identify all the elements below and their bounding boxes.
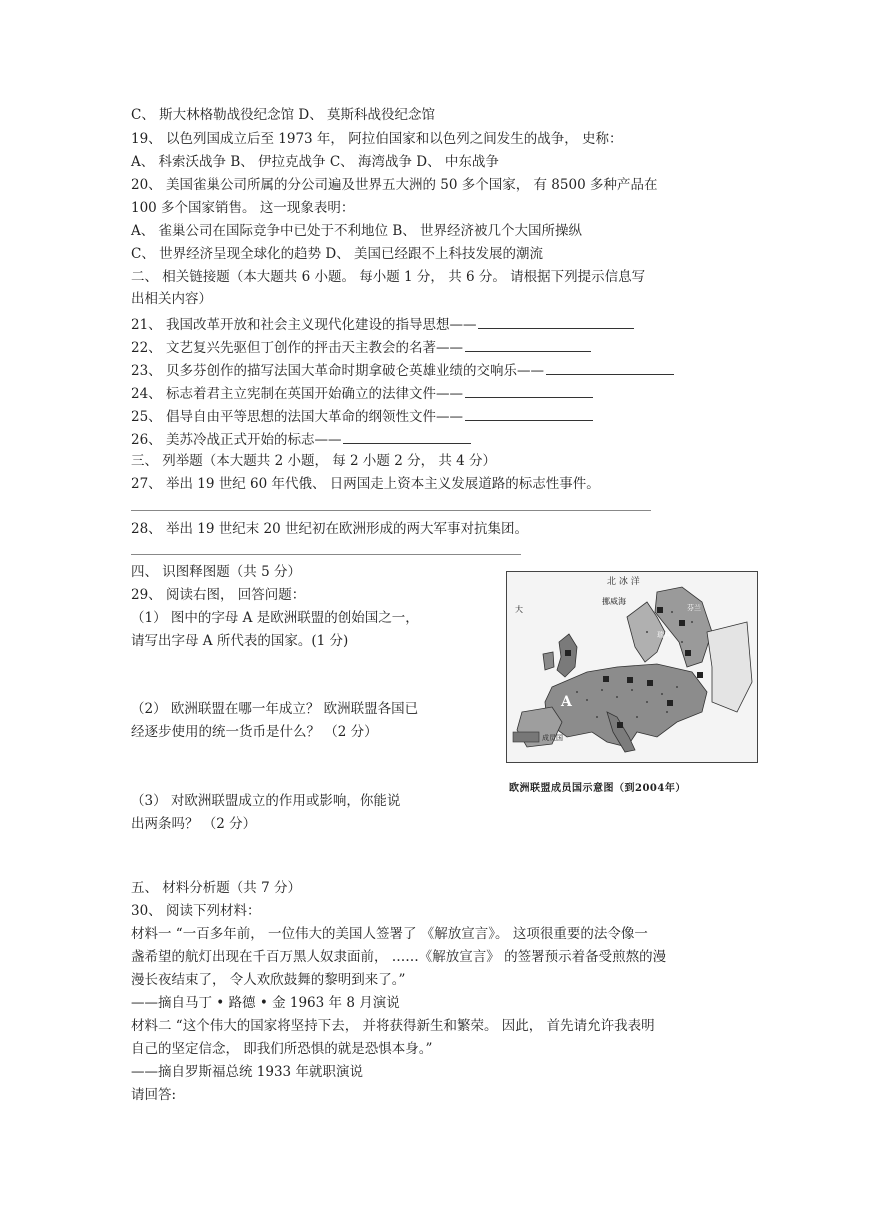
option-line: C、 斯大林格勒战役纪念馆 D、 莫斯科战役纪念馆 [131, 107, 436, 123]
map-label-sweden: 瑞典 [657, 631, 671, 639]
material-2-source: ——摘自罗斯福总统 1933 年就职演说 [131, 1064, 363, 1080]
eu-map-svg [507, 572, 757, 762]
eu-map-figure [506, 571, 758, 763]
question-30: 30、 阅读下列材料： [131, 903, 261, 919]
answer-blank-25[interactable] [465, 406, 593, 421]
section-3-heading: 三、 列举题（本大题共 2 小题， 每 2 小题 2 分， 共 4 分） [131, 453, 497, 469]
material-1-source: ——摘自马丁 • 路德 • 金 1963 年 8 月演说 [131, 995, 400, 1011]
question-29-1-cont: 请写出字母 A 所代表的国家。(1 分) [131, 633, 349, 649]
map-label-arctic: 北 冰 洋 [607, 577, 640, 587]
question-25-text: 25、 倡导自由平等思想的法国大革命的纲领性文件—— [131, 409, 463, 425]
options-19: A、 科索沃战争 B、 伊拉克战争 C、 海湾战争 D、 中东战争 [131, 154, 499, 170]
map-label-finland: 芬兰 [687, 604, 701, 612]
question-26-text: 26、 美苏冷战正式开始的标志—— [131, 432, 342, 448]
material-1: 材料一 “一百多年前， 一位伟大的美国人签署了 《解放宣言》。 这项很重要的法令像一 [131, 926, 648, 942]
question-24-text: 24、 标志着君主立宪制在英国开始确立的法律文件—— [131, 386, 463, 402]
question-28: 28、 举出 19 世纪末 20 世纪初在欧洲形成的两大军事对抗集团。 [131, 521, 528, 537]
answer-line-27[interactable] [131, 510, 651, 511]
question-29-3: （3） 对欧洲联盟成立的作用或影响，你能说 [131, 793, 401, 809]
section-5-heading: 五、 材料分析题（共 7 分） [131, 880, 301, 896]
question-20-cont: 100 多个国家销售。 这一现象表明： [131, 200, 355, 216]
question-21-text: 21、 我国改革开放和社会主义现代化建设的指导思想—— [131, 317, 477, 333]
question-21 [131, 314, 634, 334]
question-23-text: 23、 贝多芬创作的描写法国大革命时期拿破仑英雄业绩的交响乐—— [131, 363, 544, 379]
options-20-ab: A、 雀巢公司在国际竞争中已处于不利地位 B、 世界经济被几个大国所操纵 [131, 223, 583, 239]
material-2: 材料二 “这个伟大的国家将坚持下去， 并将获得新生和繁荣。 因此， 首先请允许我表明 [131, 1018, 655, 1034]
question-26 [131, 429, 471, 449]
section-2-heading: 二、 相关链接题（本大题共 6 小题。 每小题 1 分， 共 6 分。 请根据下列提示信息写 [131, 269, 646, 285]
answer-blank-21[interactable] [478, 314, 634, 329]
section-4-heading: 四、 识图释图题（共 5 分） [131, 564, 301, 580]
map-caption: 欧洲联盟成员国示意图（到2004年） [509, 783, 686, 794]
question-20: 20、 美国雀巢公司所属的分公司遍及世界五大洲的 50 多个国家， 有 8500 多种产品在 [131, 177, 658, 193]
question-29-3-cont: 出两条吗？ （2 分） [131, 816, 257, 832]
options-20-cd: C、 世界经济呈现全球化的趋势 D、 美国已经跟不上科技发展的潮流 [131, 246, 544, 262]
answer-blank-24[interactable] [465, 383, 593, 398]
question-22-text: 22、 文艺复兴先驱但丁创作的抨击天主教会的名著—— [131, 340, 463, 356]
question-29-2: （2） 欧洲联盟在哪一年成立？ 欧洲联盟各国已 [131, 701, 419, 717]
question-29: 29、 阅读右图， 回答问题： [131, 587, 306, 603]
question-29-1: （1） 图中的字母 A 是欧洲联盟的创始国之一， [131, 610, 419, 626]
map-label-norwegian-sea: 挪威海 [602, 597, 626, 606]
question-23 [131, 360, 674, 380]
section-2-heading-cont: 出相关内容） [131, 291, 212, 307]
material-2-cont: 自己的坚定信念， 即我们所恐惧的就是恐惧本身。” [131, 1041, 433, 1057]
map-label-atlantic: 大 [515, 605, 523, 614]
answer-blank-22[interactable] [465, 337, 591, 352]
map-legend-label: 成员国 [542, 734, 563, 742]
answer-blank-26[interactable] [343, 429, 471, 444]
question-22 [131, 337, 591, 357]
question-19: 19、 以色列国成立后至 1973 年， 阿拉伯国家和以色列之间发生的战争， 史称： [131, 131, 623, 147]
question-29-2-cont: 经逐步使用的统一货币是什么？ （2 分） [131, 724, 378, 740]
question-27: 27、 举出 19 世纪 60 年代俄、 日两国走上资本主义发展道路的标志性事件。 [131, 476, 600, 492]
answer-blank-23[interactable] [546, 360, 674, 375]
answer-line-28[interactable] [131, 554, 521, 555]
question-24 [131, 383, 593, 403]
question-25 [131, 406, 593, 426]
answer-prompt: 请回答: [131, 1087, 177, 1103]
material-1-cont2: 漫长夜结束了， 令人欢欣鼓舞的黎明到来了。” [131, 972, 406, 988]
material-1-cont: 盏希望的航灯出现在千百万黑人奴隶面前， ……《解放宣言》 的签署预示着备受煎熬的漫 [131, 949, 667, 965]
map-marker-a: A [561, 694, 572, 710]
